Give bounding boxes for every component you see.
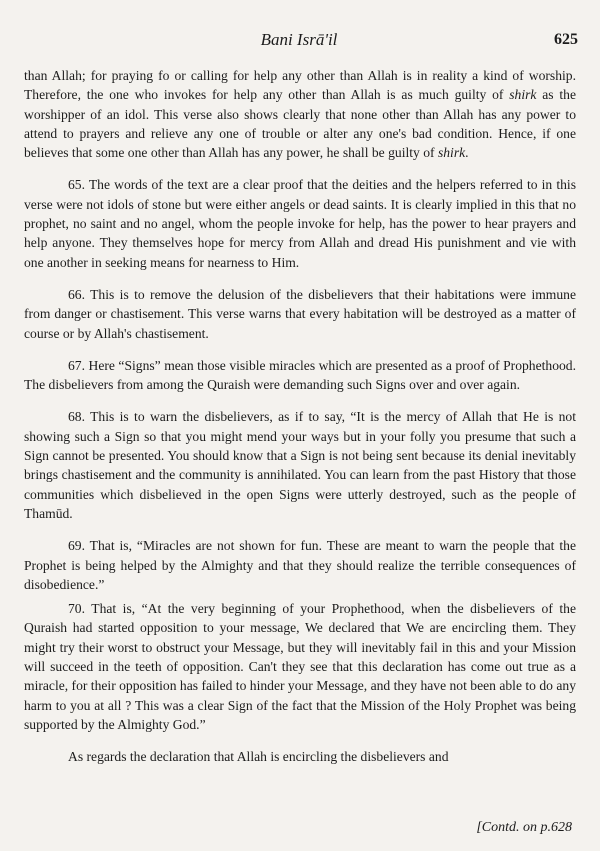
paragraph — [24, 175, 576, 271]
paragraph-text: Here “Signs” mean those visible miracles which are presented as a proof of Prophethood. The disbelievers from among the Quraish were demanding such Signs over and over again. — [24, 357, 576, 393]
paragraph-text: As regards the declaration that Allah is encircling the disbelievers and — [68, 749, 449, 765]
paragraph-text: . — [465, 145, 469, 161]
running-head — [20, 30, 578, 54]
continuation-note: [Contd. on p.628 — [476, 820, 572, 835]
paragraph-text: than Allah; for praying fo or calling for help any other than Allah is in reality a kind of worship. Therefore, the one who invokes for help any other than Allah is as much guilty of — [24, 68, 576, 103]
note-number: 65. — [68, 177, 85, 193]
italic-term: shirk — [437, 145, 466, 161]
paragraph-text: This is to remove the delusion of the disbelievers that their habitations were immune from danger or chastisement. This verse warns that every habitation will be destroyed as a matter of course or by Allah's chastisement. — [24, 286, 576, 341]
paragraph — [24, 356, 576, 395]
paragraph-text: This is to warn the disbelievers, as if to say, “It is the mercy of Allah that He is not showing such a Sign so that you might mend your ways but in your folly you presume that such a Sign cannot be presented. You should know that a Sign is not being sent because its denial inevitably brings chastisement and the community is annihilated. You can learn from the past History that those communities which disbelieved in the open Signs were utterly destroyed, such as the people of Thamūd. — [24, 409, 576, 521]
note-number: 70. — [68, 601, 85, 617]
body-text — [24, 66, 576, 780]
paragraph — [24, 536, 576, 594]
note-number: 66. — [68, 286, 85, 302]
paragraph — [24, 66, 576, 162]
note-number: 67. — [68, 357, 85, 373]
chapter-title: Bani Isrā'il — [260, 30, 338, 49]
paragraph — [24, 407, 576, 523]
paragraph-text: That is, “At the very beginning of your Prophethood, when the disbelievers of the Quraish had started opposition to your message, We declared that We are encircling them. They might try their worst to obstruct your Message, but they will inevitably fail in this and your Mission will succeed in the teeth of opposition. Can't they see that this declaration has come out true as a miracle, for their opposition has failed to hinder your Message, and they have not been able to do any harm to you at all ? This was a clear Sign of the fact that the Mission of the Holy Prophet was being supported by the Almighty God.” — [24, 601, 576, 732]
italic-term: shirk — [509, 87, 537, 103]
paragraph — [24, 285, 576, 343]
paragraph-text: as the worshipper of an idol. This verse also shows clearly that none other than Allah has any power to attend to prayers and relieve any one of trouble or alter any one's bad condition. Hence, if one believes that some one other than Allah has any power, he shall be guilty of — [24, 87, 576, 161]
note-number: 68. — [68, 409, 85, 425]
paragraph-text: The words of the text are a clear proof that the deities and the helpers referred to in this verse were not idols of stone but were either angels or dead saints. It is clearly implied in this that no prophet, no saint and no angel, whom the people invoke for help, has the power to hear prayers and help anyone. They themselves hope for mercy from Allah and dread His punishment and vie with one another in seeking means for nearness to Him. — [24, 177, 576, 270]
note-number: 69. — [68, 538, 85, 554]
paragraph — [24, 747, 576, 766]
page-number: 625 — [554, 31, 578, 48]
paragraph — [24, 599, 576, 734]
paragraph-text: That is, “Miracles are not shown for fun. These are meant to warn the people that the Prophet is being helped by the Almighty and that they should realize the terrible consequences of disobedience.” — [24, 538, 576, 592]
